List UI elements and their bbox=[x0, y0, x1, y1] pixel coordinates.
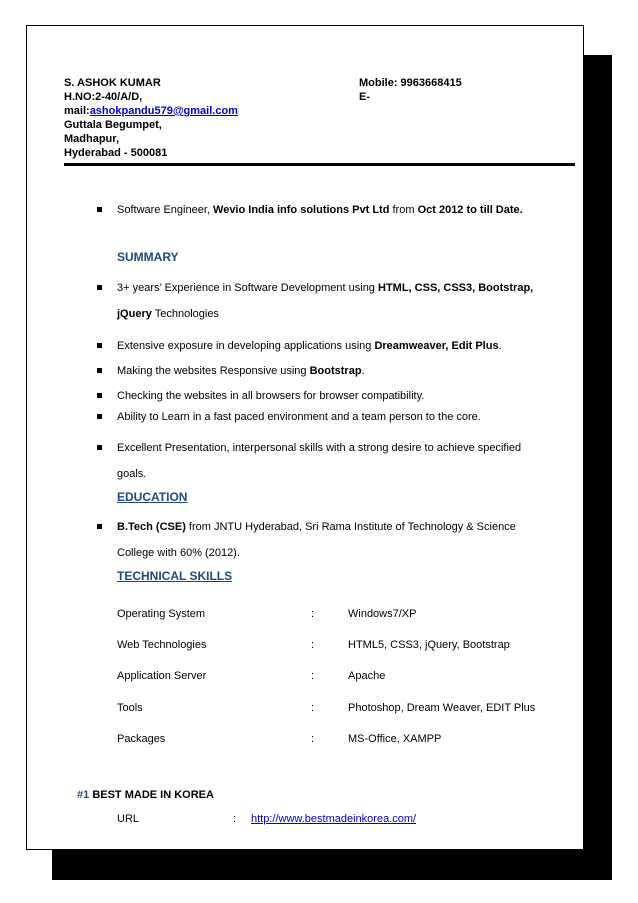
bullet-icon bbox=[97, 343, 102, 348]
education-heading: EDUCATION bbox=[117, 490, 188, 504]
skill-value: Windows7/XP bbox=[348, 608, 417, 620]
bullet-icon bbox=[97, 414, 102, 419]
project-title: BEST MADE IN KOREA bbox=[92, 789, 214, 801]
experience-company: Wevio India info solutions Pvt Ltd bbox=[213, 204, 390, 216]
summary-heading: SUMMARY bbox=[117, 250, 179, 264]
skill-value: Photoshop, Dream Weaver, EDIT Plus bbox=[348, 702, 536, 714]
summary-item-3 bbox=[117, 364, 365, 378]
bullet-icon bbox=[97, 207, 102, 212]
address-line-2: Guttala Begumpet, bbox=[64, 119, 162, 131]
summary-item-1-line-2 bbox=[117, 307, 219, 321]
resume-page bbox=[26, 25, 584, 850]
email-prefix-right: E- bbox=[359, 91, 370, 103]
project-number: #1 bbox=[77, 789, 90, 801]
summary-item-4: Checking the websites in all browsers for browser compatibility. bbox=[117, 390, 425, 402]
summary-item-3-bootstrap: Bootstrap bbox=[309, 365, 362, 377]
summary-item-6-line-2: goals. bbox=[117, 468, 147, 480]
summary-item-3-period: . bbox=[361, 365, 365, 377]
project-title-line bbox=[77, 788, 214, 802]
summary-item-1-jquery: jQuery bbox=[117, 308, 152, 320]
skill-value: Apache bbox=[348, 670, 386, 682]
skill-value: HTML5, CSS3, jQuery, Bootstrap bbox=[348, 639, 510, 651]
header-divider bbox=[64, 163, 575, 166]
address-line-3: Madhapur, bbox=[64, 133, 120, 145]
summary-item-5: Ability to Learn in a fast paced environment and a team person to the core. bbox=[117, 411, 481, 423]
summary-item-6-line-1: Excellent Presentation, interpersonal skills with a strong desire to achieve specified bbox=[117, 442, 522, 454]
summary-item-2-tools: Dreamweaver, Edit Plus bbox=[374, 340, 499, 352]
skill-label: Application Server bbox=[117, 670, 207, 682]
summary-item-2-text: Extensive exposure in developing applications using bbox=[117, 340, 372, 352]
experience-period: Oct 2012 to till Date. bbox=[417, 204, 523, 216]
summary-item-2-period: . bbox=[498, 340, 502, 352]
education-line-2: College with 60% (2012). bbox=[117, 547, 240, 559]
skill-separator: : bbox=[311, 670, 315, 682]
bullet-icon bbox=[97, 445, 102, 450]
technical-skills-heading: TECHNICAL SKILLS bbox=[117, 569, 233, 583]
skill-separator: : bbox=[311, 702, 315, 714]
address-line-4: Hyderabad - 500081 bbox=[64, 147, 168, 159]
email-prefix: mail: bbox=[64, 105, 90, 117]
skill-separator: : bbox=[311, 733, 315, 745]
experience-role: Software Engineer, bbox=[117, 204, 210, 216]
mobile-number: Mobile: 9963668415 bbox=[359, 77, 462, 89]
summary-item-1-line-1 bbox=[117, 281, 533, 295]
skill-label: Packages bbox=[117, 733, 166, 745]
skill-label: Web Technologies bbox=[117, 639, 207, 651]
page-shadow-bottom bbox=[52, 850, 612, 880]
education-degree: B.Tech (CSE) bbox=[117, 521, 186, 533]
project-url-separator: : bbox=[233, 813, 237, 825]
skill-label: Tools bbox=[117, 702, 143, 714]
bullet-icon bbox=[97, 285, 102, 290]
address-line-1: H.NO:2-40/A/D, bbox=[64, 91, 143, 103]
experience-from: from bbox=[392, 204, 415, 216]
bullet-icon bbox=[97, 524, 102, 529]
education-line-1 bbox=[117, 520, 516, 534]
bullet-icon bbox=[97, 393, 102, 398]
bullet-icon bbox=[97, 368, 102, 373]
skill-separator: : bbox=[311, 608, 315, 620]
skill-separator: : bbox=[311, 639, 315, 651]
summary-item-3-text: Making the websites Responsive using bbox=[117, 365, 307, 377]
experience-line bbox=[117, 203, 523, 217]
skill-label: Operating System bbox=[117, 608, 206, 620]
page-shadow-right bbox=[584, 55, 612, 880]
project-url-link[interactable]: http://www.bestmadeinkorea.com/ bbox=[251, 813, 417, 825]
project-url-label: URL bbox=[117, 813, 140, 825]
summary-item-1-text: 3+ years’ Experience in Software Development using bbox=[117, 282, 375, 294]
skill-value: MS-Office, XAMPP bbox=[348, 733, 442, 745]
candidate-name: S. ASHOK KUMAR bbox=[64, 77, 161, 89]
summary-item-1-skills: HTML, CSS, CSS3, Bootstrap, bbox=[378, 282, 534, 294]
summary-item-1-tail: Technologies bbox=[154, 308, 219, 320]
email-link[interactable]: ashokpandu579@gmail.com bbox=[89, 105, 238, 117]
email-line bbox=[64, 104, 238, 118]
education-institute: from JNTU Hyderabad, Sri Rama Institute of Technology & Science bbox=[188, 521, 516, 533]
summary-item-2 bbox=[117, 339, 502, 353]
